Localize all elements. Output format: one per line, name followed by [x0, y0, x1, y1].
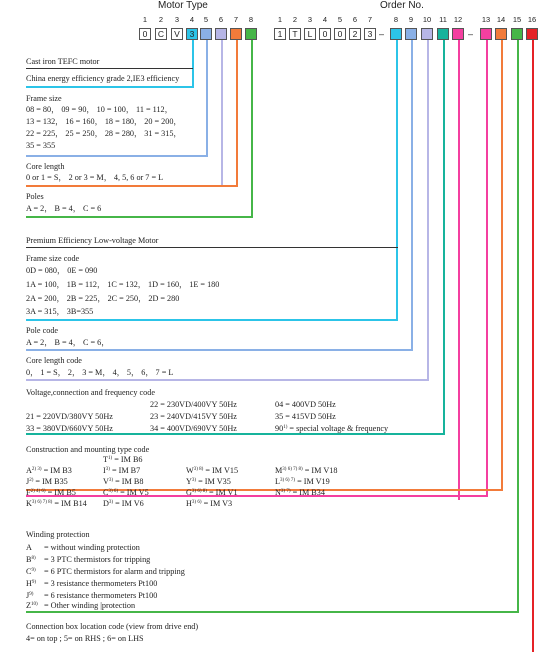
pos-num: 6: [352, 15, 358, 24]
construction-code: $V^{3)}$ = IM B8: [103, 477, 144, 486]
order-box-1: 1: [274, 28, 286, 40]
voltage-title: Voltage,connection and frequency code: [26, 388, 155, 397]
connector-line: [458, 40, 460, 500]
winding-code: $H^{9)}$ = 3 resistance thermometers Pt100: [26, 579, 158, 588]
order-box-16: [526, 28, 538, 40]
order-box-14: [495, 28, 507, 40]
order-box-6: 2: [349, 28, 361, 40]
voltage-code: 34 = 400VD/690VY 50Hz: [150, 424, 237, 433]
winding-title: Winding protection: [26, 530, 90, 539]
frame-code-line: 3A = 315， 3B=355: [26, 307, 94, 316]
construction-code: $N^{3) 7)}$ = IM B34: [275, 488, 325, 497]
pos-num: 8: [248, 15, 254, 24]
order-box-15: [511, 28, 523, 40]
pos-num: 1: [277, 15, 283, 24]
connector-line: [26, 349, 413, 351]
frame-size-line: 22 = 225， 25 = 250， 28 = 280， 31 = 315，: [26, 129, 182, 138]
premium-title: Premium Efficiency Low-voltage Motor: [26, 236, 159, 245]
connector-line: [427, 40, 429, 380]
winding-code: $Z^{10)}$ = Other winding |protection: [26, 601, 136, 610]
connector-line: [517, 40, 519, 612]
motor-box-2: C: [155, 28, 167, 40]
pos-num: 3: [307, 15, 313, 24]
voltage-code: 04 = 400VD 50Hz: [275, 400, 336, 409]
voltage-special-code: 90: [275, 424, 284, 433]
order-box-7: 3: [364, 28, 376, 40]
construction-code: $G^{3) 6) 8)}$ = IM V1: [186, 488, 238, 497]
core-length-line: 0 or 1 = S， 2 or 3 = M， 4, 5, 6 or 7 = L: [26, 173, 164, 182]
pos-num: 10: [422, 15, 432, 24]
efficiency-label: China energy efficiency grade 2,IE3 efficiency: [26, 74, 180, 83]
voltage-code: 22 = 230VD/400VY 50Hz: [150, 400, 237, 409]
underline: [26, 247, 398, 248]
motor-box-1: 0: [139, 28, 151, 40]
pos-num: 5: [337, 15, 343, 24]
winding-code: A = without winding protection: [26, 543, 140, 552]
construction-code: $T^{1)}$ = IM B6: [103, 455, 143, 464]
construction-code: $A^{2) 3)}$ = IM B3: [26, 466, 72, 475]
motor-box-5: [200, 28, 212, 40]
connector-line: [26, 611, 519, 613]
winding-code: $C^{9)}$ = 6 PTC thermistors for alarm and tripping: [26, 567, 185, 576]
connector-line: [26, 216, 253, 218]
order-box-10: [421, 28, 433, 40]
motor-type-header: Motor Type: [158, 0, 208, 11]
pos-num: 15: [512, 15, 522, 24]
construction-code: $C^{3) 6)}$ = IM V5: [103, 488, 149, 497]
voltage-code: 21 = 220VD/380VY 50Hz: [26, 412, 113, 421]
pos-num: 8: [393, 15, 399, 24]
connector-line: [251, 40, 253, 217]
pos-num: 13: [481, 15, 491, 24]
pos-num: 9: [408, 15, 414, 24]
connector-line: [486, 40, 488, 496]
frame-code-line: 2A = 200， 2B = 225， 2C = 250， 2D = 280: [26, 294, 180, 303]
construction-code: $J^{2)}$ = IM B35: [26, 477, 68, 486]
order-box-2: T: [289, 28, 301, 40]
motor-box-8: [245, 28, 257, 40]
pos-num: 6: [218, 15, 224, 24]
construction-code: $I^{3)}$ = IM B7: [103, 466, 141, 475]
core-length-title: Core length: [26, 162, 65, 171]
pos-num: 2: [292, 15, 298, 24]
pole-code-title: Pole code: [26, 326, 59, 335]
construction-title: Construction and mounting type code: [26, 445, 150, 454]
winding-code: $B^{8)}$ = 3 PTC thermistors for tripping: [26, 555, 151, 564]
order-box-11: [437, 28, 449, 40]
separator-dash: –: [379, 29, 385, 39]
construction-code: $Y^{3)}$ = IM V35: [186, 477, 231, 486]
connector-line: [532, 40, 534, 652]
motor-box-6: [215, 28, 227, 40]
connector-line: [192, 40, 194, 87]
pos-num: 12: [453, 15, 463, 24]
voltage-code: [275, 424, 388, 434]
separator-dash: –: [468, 29, 474, 39]
connection-title: Connection box location code (view from drive end): [26, 622, 199, 631]
connector-line: [26, 155, 208, 157]
order-box-5: 0: [334, 28, 346, 40]
pole-code-line: A = 2， B = 4， C = 6，: [26, 338, 110, 347]
order-no-header: Order No.: [380, 0, 424, 11]
voltage-code: 23 = 240VD/415VY 50Hz: [150, 412, 237, 421]
pos-num: 4: [322, 15, 328, 24]
frame-size-title: Frame size: [26, 94, 62, 103]
connector-line: [443, 40, 445, 434]
connector-line: [26, 495, 488, 497]
frame-code-line: 0D = 080， 0E = 090: [26, 266, 98, 275]
frame-size-line: 13 = 132， 16 = 160， 18 = 180， 20 = 200，: [26, 117, 182, 126]
connector-line: [26, 379, 429, 381]
order-box-4: 0: [319, 28, 331, 40]
pos-num: 3: [174, 15, 180, 24]
winding-code: $J^{9)}$ = 6 resistance thermometers Pt100: [26, 591, 158, 600]
poles-title: Poles: [26, 192, 44, 201]
core-code-title: Core length code: [26, 356, 82, 365]
connection-line: 4= on top ; 5= on RHS ; 6= on LHS: [26, 634, 144, 643]
pos-num: 7: [367, 15, 373, 24]
frame-size-line: 08 = 80， 09 = 90， 10 = 100， 11 = 112，: [26, 105, 173, 114]
connector-line: [501, 40, 503, 490]
pos-num: 14: [496, 15, 506, 24]
core-code-line: 0， 1 = S， 2， 3 = M， 4， 5， 6， 7 = L: [26, 368, 174, 377]
pos-num: 4: [189, 15, 195, 24]
frame-code-title: Frame size code: [26, 254, 80, 263]
connector-line: [221, 40, 223, 186]
connector-line: [206, 40, 208, 156]
pos-num: 2: [158, 15, 164, 24]
connector-line: [26, 489, 503, 491]
connector-line: [411, 40, 413, 350]
motor-title: Cast iron TEFC motor: [26, 57, 100, 66]
construction-code: $H^{3) 6)}$ = IM V3: [186, 499, 233, 508]
construction-code: $F^{2) 4) 6)}$ = IM B5: [26, 488, 76, 497]
connector-line: [236, 40, 238, 186]
pos-num: 5: [203, 15, 209, 24]
connector-line: [26, 185, 238, 187]
motor-box-7: [230, 28, 242, 40]
order-box-8: [390, 28, 402, 40]
construction-code: $W^{3) 8)}$ = IM V15: [186, 466, 239, 475]
construction-code: $M^{3) 6) 7) 8)}$ = IM V18: [275, 466, 338, 475]
voltage-code: 35 = 415VD 50Hz: [275, 412, 336, 421]
frame-code-line: 1A = 100， 1B = 112， 1C = 132， 1D = 160， 1E = 180: [26, 280, 220, 289]
construction-code: $D^{3)}$ = IM V6: [103, 499, 144, 508]
order-box-13: [480, 28, 492, 40]
footnote-marker: 1): [283, 425, 288, 430]
frame-size-line: 35 = 355: [26, 141, 56, 150]
construction-code: $K^{3) 6) 7) 8)}$ = IM B14: [26, 499, 87, 508]
motor-box-4: 3: [186, 28, 198, 40]
connector-line: [396, 40, 398, 320]
order-box-9: [405, 28, 417, 40]
underline: [26, 68, 193, 69]
pos-num: 7: [233, 15, 239, 24]
construction-code: $L^{3) 6) 7)}$ = IM V19: [275, 477, 330, 486]
connector-line: [26, 319, 398, 321]
pos-num: 11: [439, 15, 447, 24]
voltage-code: 33 = 380VD/660VY 50Hz: [26, 424, 113, 433]
order-box-3: L: [304, 28, 316, 40]
poles-line: A = 2， B = 4， C = 6: [26, 204, 102, 213]
voltage-special-label: = special voltage & frequency: [289, 424, 389, 433]
connector-line: [26, 86, 194, 88]
order-box-12: [452, 28, 464, 40]
pos-num: 1: [142, 15, 148, 24]
pos-num: 16: [527, 15, 537, 24]
motor-box-3: V: [171, 28, 183, 40]
